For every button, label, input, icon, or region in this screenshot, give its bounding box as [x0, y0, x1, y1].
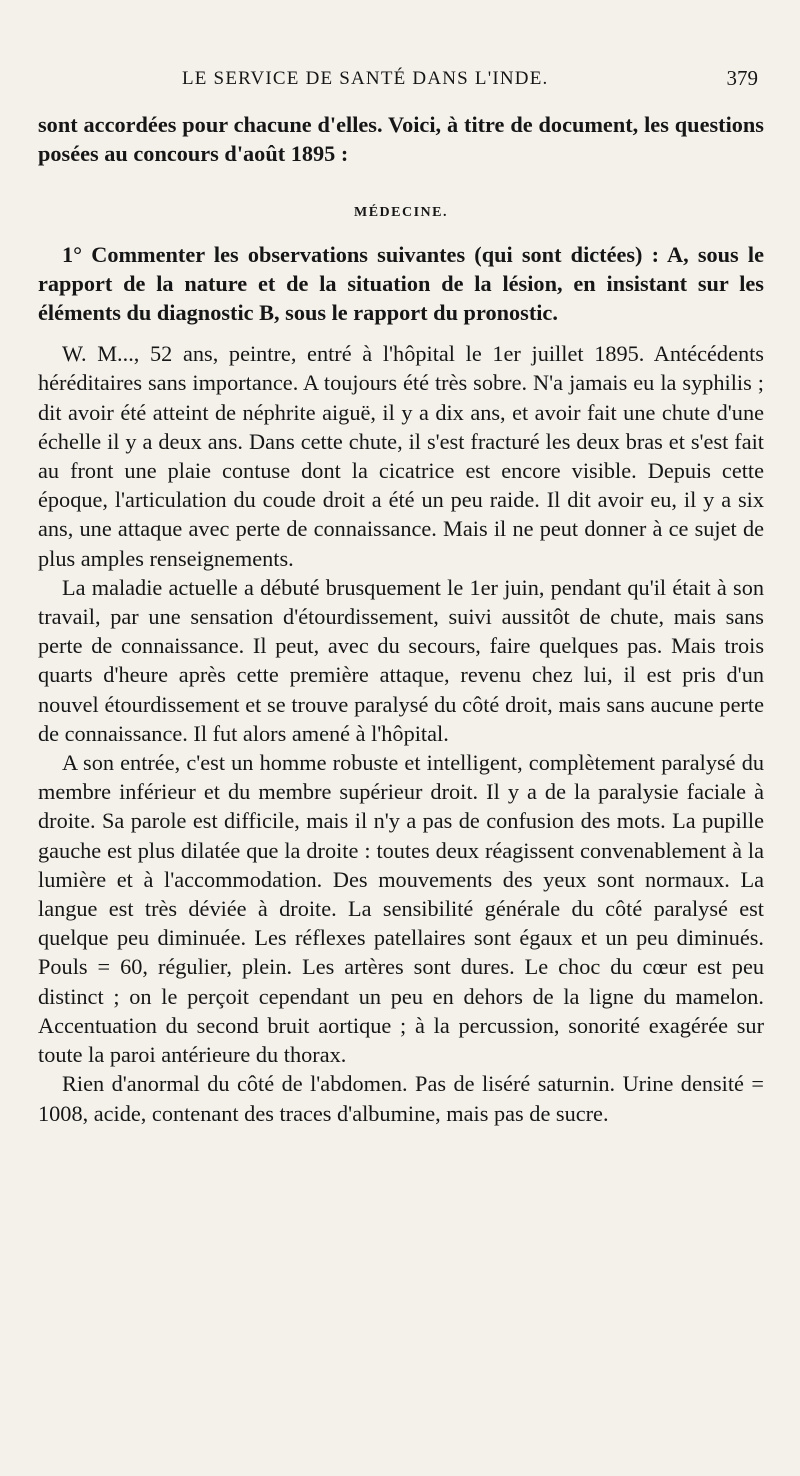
body-text: [38, 110, 764, 1128]
section-heading: MÉDECINE.: [353, 205, 448, 221]
running-title: LE SERVICE DE SANTÉ DANS L'INDE.: [182, 68, 549, 89]
page-number: 379: [726, 66, 758, 90]
question-paragraph: 1° Commenter les observations suivantes (qui sont dictées) : A, sous le rapport de la nature et de la situation de la lésion, en insistant sur les éléments du diagnostic B, sous le rapport du pronostic.: [38, 241, 764, 326]
running-head: [38, 62, 764, 94]
intro-paragraph: sont accordées pour chacune d'elles. Voici, à titre de document, les questions posées au concours d'août 1895 :: [38, 112, 764, 167]
examination-paragraph: A son entrée, c'est un homme robuste et intelligent, complètement paralysé du membre inférieur et du membre supérieur droit. Il y a de la paralysie faciale à droite. Sa parole est difficile, mais il n'y a pas de confusion des mots. La pupille gauche est plus dilatée que la droite : toutes deux réagissent convenablement à la lumière et à l'accommodation. Des mouvements des yeux sont normaux. La langue est très déviée à droite. La sensibilité générale du côté paralysé est quelque peu diminuée. Les réflexes patellaires sont égaux et un peu diminués. Pouls = 60, régulier, plein. Les artères sont dures. Le choc du cœur est peu distinct ; on le perçoit cependant un peu en dehors de la ligne du mamelon. Accentuation du second bruit aortique ; à la percussion, sonorité exagérée sur toute la paroi antérieure du thorax.: [38, 750, 764, 1068]
onset-paragraph: La maladie actuelle a débuté brusquement le 1er juin, pendant qu'il était à son travail, par une sensation d'étourdissement, suivi aussitôt de chute, mais sans perte de connaissance. Il peut, avec du secours, faire quelques pas. Mais trois quarts d'heure après cette première attaque, revenu chez lui, il est pris d'un nouvel étourdissement et se trouve paralysé du côté droit, mais sans aucune perte de connaissance. Il fut alors amené à l'hôpital.: [38, 574, 764, 746]
case-paragraph: W. M..., 52 ans, peintre, entré à l'hôpital le 1er juillet 1895. Antécédents héréditaires sans importance. A toujours été très sobre. N'a jamais eu la syphilis ; dit avoir été atteint de néphrite aiguë, il y a dix ans, et avoir fait une chute d'une échelle il y a deux ans. Dans cette chute, il s'est fracturé les deux bras et s'est fait au front une plaie contuse dont la cicatrice est encore visible. Depuis cette époque, l'articulation du coude droit a été un peu raide. Il dit avoir eu, il y a six ans, une attaque avec perte de connaissance. Mais il ne peut donner à ce sujet de plus amples renseignements.: [38, 341, 764, 571]
abdomen-paragraph: Rien d'anormal du côté de l'abdomen. Pas de liséré saturnin. Urine densité = 1008, acide, contenant des traces d'albumine, mais pas de sucre.: [38, 1071, 764, 1126]
